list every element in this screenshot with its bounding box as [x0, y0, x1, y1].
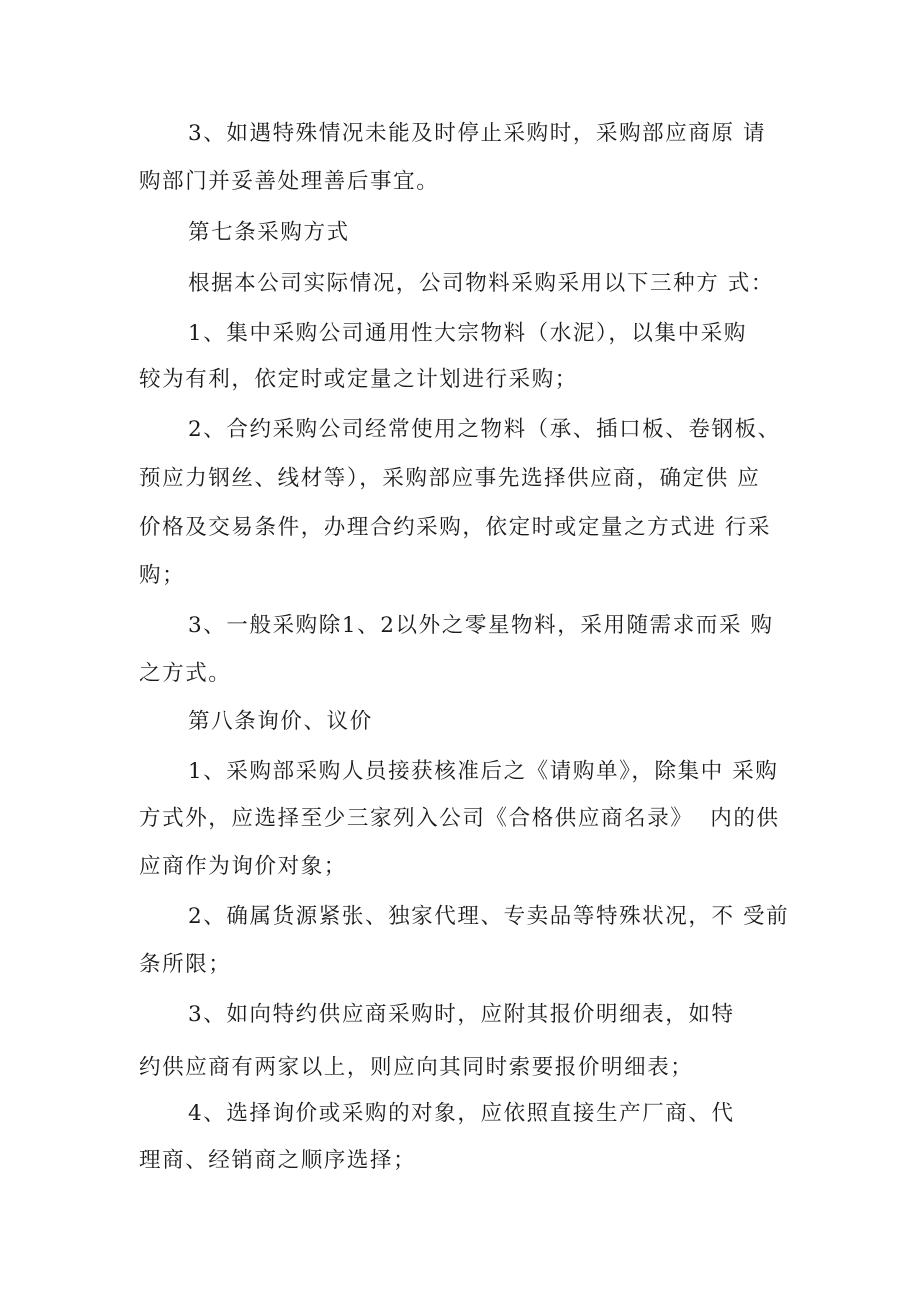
text-line-11: 3、一般采购除1、2以外之零星物料，采用随需求而采 购: [188, 613, 774, 638]
text-line-16: 应商作为询价对象；: [139, 854, 347, 879]
text-line-12: 之方式。: [139, 661, 232, 686]
text-line-1: 3、如遇特殊情况未能及时停止采购时，采购部应商原 请: [188, 121, 767, 146]
text-line-10: 购；: [139, 563, 186, 588]
text-line-20: 约供应商有两家以上，则应向其同时索要报价明细表；: [139, 1055, 694, 1080]
text-line-22: 理商、经销商之顺序选择；: [139, 1148, 417, 1173]
text-line-6: 较为有利，依定时或定量之计划进行采购；: [139, 367, 578, 392]
text-line-7: 2、合约采购公司经常使用之物料（承、插口板、卷钢板、: [188, 417, 781, 442]
text-line-18: 条所限；: [139, 952, 232, 977]
text-line-19: 3、如向特约供应商采购时，应附其报价明细表，如特: [188, 1002, 735, 1027]
text-line-8: 预应力钢丝、线材等），采购部应事先选择供应商，确定供 应: [139, 466, 761, 491]
text-line-5: 1、集中采购公司通用性大宗物料（水泥），以集中采购: [188, 321, 747, 346]
section-heading-article-8: 第八条询价、议价: [188, 709, 373, 734]
section-heading-article-7: 第七条采购方式: [188, 220, 350, 245]
text-line-9: 价格及交易条件，办理合约采购，依定时或定量之方式进 行采: [139, 515, 772, 540]
text-line-21: 4、选择询价或采购的对象，应依照直接生产厂商、代: [188, 1101, 735, 1126]
text-line-14: 1、采购部采购人员接获核准后之《请购单》，除集中 采购: [188, 759, 779, 784]
text-line-2: 购部门并妥善处理善后事宜。: [139, 169, 440, 194]
text-line-4: 根据本公司实际情况，公司物料采购采用以下三种方 式：: [188, 271, 774, 296]
text-line-17: 2、确属货源紧张、独家代理、专卖品等特殊状况，不 受前: [188, 904, 790, 929]
text-line-15: 方式外，应选择至少三家列入公司《合格供应商名录》 内的供: [139, 806, 780, 831]
